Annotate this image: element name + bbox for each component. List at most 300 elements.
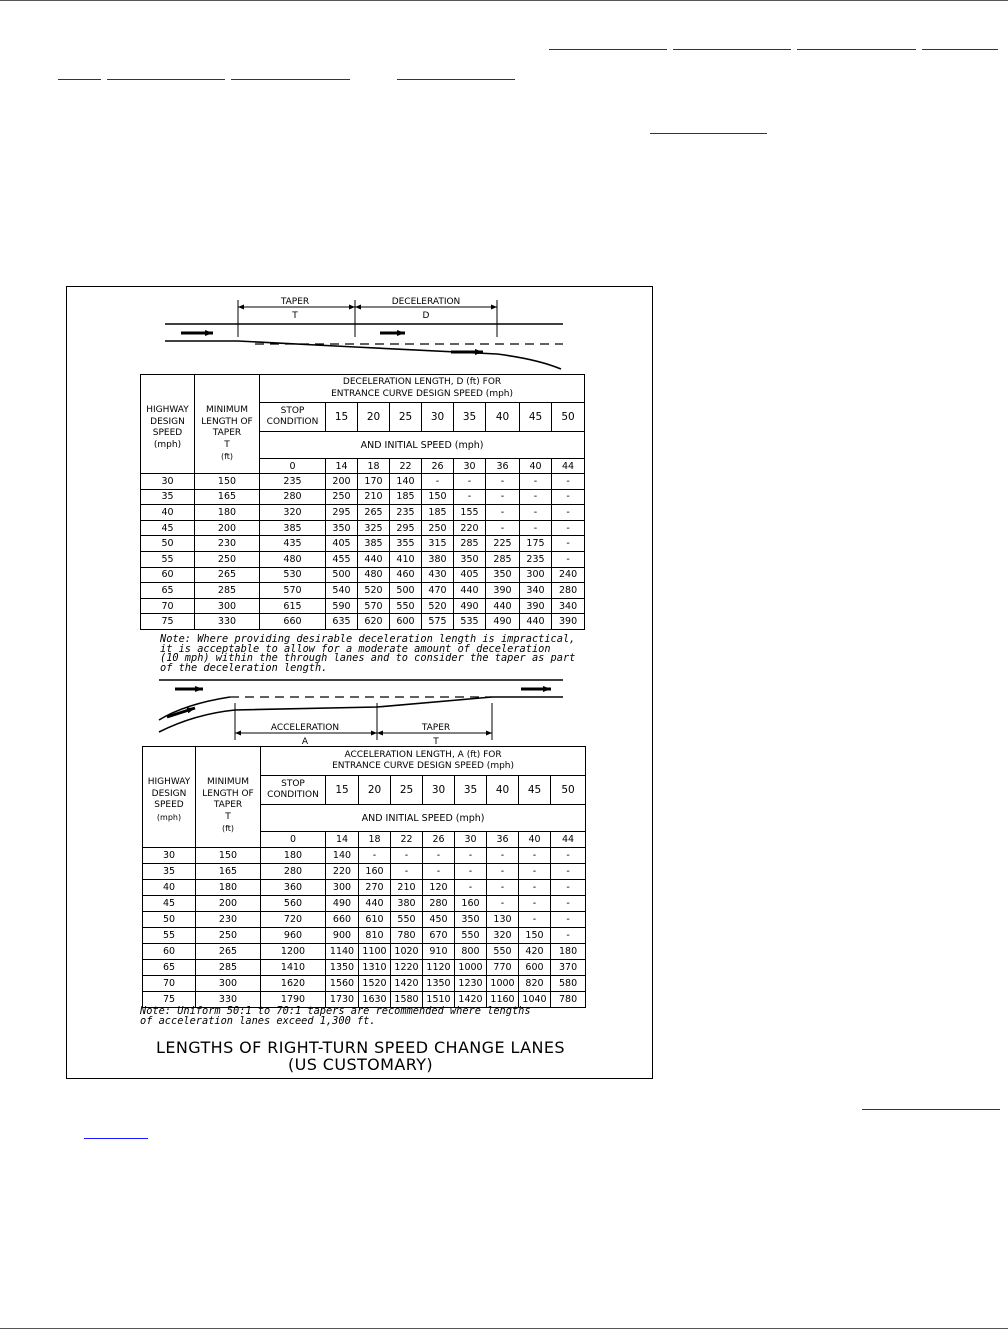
highway-design-speed-header: HIGHWAY DESIGN SPEED (mph) <box>143 747 196 848</box>
table-cell: 500 <box>326 567 358 583</box>
stop-condition-header: STOP CONDITION <box>261 776 326 805</box>
table-cell: 600 <box>519 960 551 976</box>
table-cell: 140 <box>390 474 422 490</box>
table-cell: 350 <box>486 567 520 583</box>
table-cell: 420 <box>519 944 551 960</box>
table-cell: - <box>423 864 455 880</box>
table-cell: 180 <box>196 880 261 896</box>
table-cell: 165 <box>195 489 260 505</box>
deceleration-length-title: DECELERATION LENGTH, D (ft) FOR ENTRANCE CURVE DESIGN SPEED (mph) <box>260 375 585 403</box>
table-cell: - <box>359 848 391 864</box>
hyperlink-underline[interactable] <box>922 49 998 50</box>
table-cell: 280 <box>261 864 326 880</box>
table-cell: 660 <box>260 614 326 630</box>
table-cell: 960 <box>261 928 326 944</box>
table-cell: 295 <box>390 520 422 536</box>
table-cell: 340 <box>520 583 552 599</box>
table-cell: 600 <box>390 614 422 630</box>
table-cell: 900 <box>326 928 359 944</box>
stop-condition-header: STOP CONDITION <box>260 403 326 432</box>
table-cell: 620 <box>358 614 390 630</box>
table-cell: - <box>551 928 586 944</box>
table-cell: 670 <box>423 928 455 944</box>
hyperlink-underline[interactable] <box>549 49 667 50</box>
table-cell: 300 <box>195 598 260 614</box>
table-cell: - <box>519 912 551 928</box>
table-cell: 330 <box>195 614 260 630</box>
table-cell: 50 <box>143 912 196 928</box>
table-cell: - <box>520 520 552 536</box>
table-row <box>143 896 586 912</box>
table-cell: 580 <box>551 976 586 992</box>
hyperlink-underline[interactable] <box>397 79 515 80</box>
initial-speed-cell: 14 <box>326 459 358 474</box>
table-row <box>143 848 586 864</box>
table-cell: 1230 <box>455 976 487 992</box>
table-cell: 490 <box>454 598 486 614</box>
table-cell: - <box>486 520 520 536</box>
table-cell: 155 <box>454 505 486 521</box>
initial-speed-cell: 40 <box>520 459 552 474</box>
table-cell: 285 <box>454 536 486 552</box>
table-cell: 1040 <box>519 992 551 1008</box>
table-cell: 235 <box>390 505 422 521</box>
table-cell: 1350 <box>326 960 359 976</box>
table-cell: 560 <box>261 896 326 912</box>
table-cell: 390 <box>552 614 585 630</box>
table-cell: - <box>487 880 519 896</box>
table-cell: 1630 <box>359 992 391 1008</box>
table-cell: - <box>486 505 520 521</box>
table-cell: 60 <box>141 567 195 583</box>
curve-speed-header: 35 <box>455 776 487 805</box>
table-cell: 265 <box>358 505 390 521</box>
table-cell: 200 <box>195 520 260 536</box>
table-cell: 55 <box>143 928 196 944</box>
table-cell: 280 <box>552 583 585 599</box>
table-cell: 280 <box>423 896 455 912</box>
initial-speed-cell: 22 <box>391 832 423 848</box>
table-cell: 800 <box>455 944 487 960</box>
table-cell: 1220 <box>391 960 423 976</box>
table-cell: 1100 <box>359 944 391 960</box>
table-cell: 540 <box>326 583 358 599</box>
table-cell: 285 <box>195 583 260 599</box>
table-cell: - <box>391 848 423 864</box>
table-row <box>141 567 585 583</box>
initial-speed-header: AND INITIAL SPEED (mph) <box>261 805 586 832</box>
table-cell: 235 <box>260 474 326 490</box>
table-cell: 295 <box>326 505 358 521</box>
table-cell: 590 <box>326 598 358 614</box>
table-cell: 320 <box>260 505 326 521</box>
table-cell: 550 <box>390 598 422 614</box>
table-cell: 75 <box>143 992 196 1008</box>
table-cell: 410 <box>390 551 422 567</box>
table-cell: - <box>552 474 585 490</box>
table-cell: 35 <box>143 864 196 880</box>
curve-speed-header: 30 <box>422 403 454 432</box>
hyperlink-underline[interactable] <box>862 1109 1000 1110</box>
bottom-rule <box>0 1328 1008 1329</box>
table-cell: 720 <box>261 912 326 928</box>
table-cell: 360 <box>261 880 326 896</box>
table-cell: 1420 <box>455 992 487 1008</box>
acceleration-label: ACCELERATION <box>270 723 340 733</box>
table-cell: 440 <box>358 551 390 567</box>
table-cell: - <box>552 505 585 521</box>
table-cell: 150 <box>195 474 260 490</box>
table-cell: 1520 <box>359 976 391 992</box>
table-cell: 370 <box>551 960 586 976</box>
table-cell: 225 <box>486 536 520 552</box>
curve-speed-header: 30 <box>423 776 455 805</box>
table-cell: 535 <box>454 614 486 630</box>
table-cell: 70 <box>143 976 196 992</box>
initial-speed-cell: 36 <box>486 459 520 474</box>
table-cell: 250 <box>196 928 261 944</box>
table-cell: 280 <box>260 489 326 505</box>
table-cell: 45 <box>141 520 195 536</box>
table-cell: 550 <box>487 944 519 960</box>
table-row <box>143 928 586 944</box>
table-cell: 45 <box>143 896 196 912</box>
initial-speed-cell: 18 <box>358 459 390 474</box>
table-cell: - <box>520 474 552 490</box>
curve-speed-header: 25 <box>391 776 423 805</box>
table-cell: 210 <box>391 880 423 896</box>
taper-symbol: T <box>433 737 439 747</box>
table-cell: 130 <box>487 912 519 928</box>
table-cell: 575 <box>422 614 454 630</box>
table-cell: 1350 <box>423 976 455 992</box>
curve-speed-header: 40 <box>486 403 520 432</box>
table-row <box>141 598 585 614</box>
table-cell: - <box>487 896 519 912</box>
table-cell: 120 <box>423 880 455 896</box>
acceleration-length-title: ACCELERATION LENGTH, A (ft) FOR ENTRANCE CURVE DESIGN SPEED (mph) <box>261 747 586 776</box>
table-cell: 390 <box>486 583 520 599</box>
table-cell: 75 <box>141 614 195 630</box>
deceleration-lane-diagram <box>67 287 654 377</box>
curve-speed-header: 15 <box>326 776 359 805</box>
curve-speed-header: 45 <box>520 403 552 432</box>
initial-speed-cell: 30 <box>454 459 486 474</box>
table-row <box>143 880 586 896</box>
table-cell: 405 <box>326 536 358 552</box>
table-cell: 170 <box>358 474 390 490</box>
acceleration-symbol: A <box>301 737 309 747</box>
table-cell: 820 <box>519 976 551 992</box>
table-cell: 315 <box>422 536 454 552</box>
table-cell: 1790 <box>261 992 326 1008</box>
table-cell: 1140 <box>326 944 359 960</box>
table-cell: 150 <box>196 848 261 864</box>
table-row <box>143 976 586 992</box>
table-row <box>141 614 585 630</box>
table-cell: 1000 <box>487 976 519 992</box>
table-cell: 380 <box>422 551 454 567</box>
table-cell: 520 <box>422 598 454 614</box>
acceleration-table-body <box>143 747 586 1008</box>
table-cell: 350 <box>326 520 358 536</box>
table-cell: 235 <box>520 551 552 567</box>
initial-speed-cell: 26 <box>422 459 454 474</box>
highway-design-speed-header: HIGHWAY DESIGN SPEED (mph) <box>141 375 195 474</box>
table-cell: - <box>486 474 520 490</box>
table-cell: 175 <box>520 536 552 552</box>
curve-speed-header: 45 <box>519 776 551 805</box>
table-cell: 1310 <box>359 960 391 976</box>
table-row <box>143 864 586 880</box>
figure-title: LENGTHS OF RIGHT-TURN SPEED CHANGE LANES <box>156 1038 565 1057</box>
table-cell: - <box>519 848 551 864</box>
table-cell: 230 <box>195 536 260 552</box>
table-cell: - <box>487 864 519 880</box>
initial-speed-cell: 40 <box>519 832 551 848</box>
curve-speed-header: 50 <box>551 776 586 805</box>
table-cell: 210 <box>358 489 390 505</box>
table-cell: 265 <box>195 567 260 583</box>
table-cell: 810 <box>359 928 391 944</box>
table-cell: 220 <box>454 520 486 536</box>
table-cell: - <box>519 864 551 880</box>
curve-speed-header: 35 <box>454 403 486 432</box>
table-cell: - <box>520 505 552 521</box>
table-cell: 40 <box>141 505 195 521</box>
table-cell: - <box>552 551 585 567</box>
deceleration-length-table <box>140 374 585 630</box>
curve-speed-header: 25 <box>390 403 422 432</box>
table-cell: 265 <box>196 944 261 960</box>
initial-speed-header: AND INITIAL SPEED (mph) <box>260 432 585 459</box>
table-cell: - <box>455 880 487 896</box>
table-row <box>141 489 585 505</box>
table-cell: 635 <box>326 614 358 630</box>
table-cell: 300 <box>196 976 261 992</box>
table-cell: 165 <box>196 864 261 880</box>
hyperlink-underline[interactable] <box>58 79 101 80</box>
table-cell: 385 <box>260 520 326 536</box>
table-cell: 65 <box>141 583 195 599</box>
table-cell: 1420 <box>391 976 423 992</box>
table-cell: 185 <box>390 489 422 505</box>
hyperlink-underline[interactable] <box>650 133 767 134</box>
table-cell: 185 <box>422 505 454 521</box>
table-cell: 480 <box>358 567 390 583</box>
curve-speed-header: 15 <box>326 403 358 432</box>
table-cell: 480 <box>260 551 326 567</box>
table-cell: 520 <box>358 583 390 599</box>
taper-symbol: T <box>292 311 298 321</box>
table-cell: 140 <box>326 848 359 864</box>
table-row <box>141 505 585 521</box>
initial-speed-cell: 0 <box>260 459 326 474</box>
initial-speed-cell: 36 <box>487 832 519 848</box>
table-cell: - <box>520 489 552 505</box>
table-cell: 180 <box>261 848 326 864</box>
minimum-taper-length-header: MINIMUM LENGTH OF TAPER T (ft) <box>195 375 260 474</box>
table-cell: - <box>454 489 486 505</box>
table-cell: - <box>552 520 585 536</box>
table-cell: 430 <box>422 567 454 583</box>
table-row <box>141 474 585 490</box>
table-cell: - <box>391 864 423 880</box>
table-cell: 180 <box>195 505 260 521</box>
table-cell: 250 <box>422 520 454 536</box>
table-cell: 570 <box>358 598 390 614</box>
table-cell: 780 <box>551 992 586 1008</box>
table-cell: 330 <box>196 992 261 1008</box>
acceleration-length-table <box>142 746 586 1008</box>
table-cell: - <box>551 912 586 928</box>
table-cell: 200 <box>196 896 261 912</box>
curve-speed-header: 40 <box>487 776 519 805</box>
table-cell: 60 <box>143 944 196 960</box>
table-cell: 490 <box>326 896 359 912</box>
table-cell: 230 <box>196 912 261 928</box>
table-cell: 405 <box>454 567 486 583</box>
table-cell: 65 <box>143 960 196 976</box>
hyperlink-underline[interactable] <box>673 49 791 50</box>
table-cell: 300 <box>520 567 552 583</box>
table-cell: 350 <box>455 912 487 928</box>
table-cell: 550 <box>391 912 423 928</box>
table-cell: 770 <box>487 960 519 976</box>
table-cell: - <box>551 896 586 912</box>
table-row <box>141 551 585 567</box>
speed-change-lanes-figure <box>66 286 653 1079</box>
table-cell: 460 <box>390 567 422 583</box>
table-cell: 50 <box>141 536 195 552</box>
hyperlink-underline[interactable] <box>797 49 916 50</box>
deceleration-table-body <box>141 375 585 630</box>
table-cell: 150 <box>519 928 551 944</box>
table-cell: 240 <box>552 567 585 583</box>
table-cell: 30 <box>141 474 195 490</box>
table-cell: 530 <box>260 567 326 583</box>
table-cell: 440 <box>520 614 552 630</box>
table-cell: - <box>423 848 455 864</box>
table-cell: 285 <box>196 960 261 976</box>
initial-speed-cell: 14 <box>326 832 359 848</box>
table-cell: 1510 <box>423 992 455 1008</box>
table-cell: 160 <box>359 864 391 880</box>
deceleration-note: Note: Where providing desirable deceleration length is impractical, it is acceptable to allow for a moderate amount of deceleration (10 mph) within the through lanes and to consider the taper as part of the deceleration length. <box>160 633 576 674</box>
table-cell: - <box>455 848 487 864</box>
acceleration-note: Note: Uniform 50:1 to 70:1 tapers are recommended where lengths of acceleration lanes exceed 1,300 ft. <box>140 1005 531 1027</box>
hyperlink-underline[interactable] <box>231 79 350 80</box>
top-rule <box>0 0 1008 1</box>
table-row <box>141 536 585 552</box>
table-cell: 70 <box>141 598 195 614</box>
table-row <box>141 583 585 599</box>
table-cell: 325 <box>358 520 390 536</box>
table-cell: 1560 <box>326 976 359 992</box>
initial-speed-cell: 26 <box>423 832 455 848</box>
table-cell: 1580 <box>391 992 423 1008</box>
table-cell: 780 <box>391 928 423 944</box>
deceleration-symbol: D <box>422 311 430 321</box>
table-row <box>143 912 586 928</box>
table-cell: 1120 <box>423 960 455 976</box>
table-cell: 455 <box>326 551 358 567</box>
initial-speed-cell: 0 <box>261 832 326 848</box>
table-cell: 440 <box>359 896 391 912</box>
table-cell: 1020 <box>391 944 423 960</box>
table-cell: 30 <box>143 848 196 864</box>
table-cell: 570 <box>260 583 326 599</box>
table-cell: 500 <box>390 583 422 599</box>
figure-subtitle: (US CUSTOMARY) <box>287 1055 434 1074</box>
initial-speed-cell: 22 <box>390 459 422 474</box>
table-cell: 910 <box>423 944 455 960</box>
taper-label: TAPER <box>421 723 451 733</box>
table-cell: 250 <box>326 489 358 505</box>
table-cell: - <box>486 489 520 505</box>
table-cell: - <box>487 848 519 864</box>
table-cell: - <box>551 880 586 896</box>
curve-speed-header: 20 <box>359 776 391 805</box>
table-row <box>143 944 586 960</box>
table-cell: 320 <box>487 928 519 944</box>
table-cell: 615 <box>260 598 326 614</box>
deceleration-label: DECELERATION <box>391 297 461 307</box>
table-cell: 440 <box>486 598 520 614</box>
table-cell: - <box>455 864 487 880</box>
table-cell: 1160 <box>487 992 519 1008</box>
table-cell: 1200 <box>261 944 326 960</box>
table-cell: - <box>551 848 586 864</box>
initial-speed-cell: 44 <box>552 459 585 474</box>
hyperlink-underline[interactable] <box>84 1138 148 1139</box>
curve-speed-header: 20 <box>358 403 390 432</box>
table-cell: - <box>552 536 585 552</box>
table-row <box>141 520 585 536</box>
table-cell: - <box>422 474 454 490</box>
table-cell: 350 <box>454 551 486 567</box>
table-cell: 55 <box>141 551 195 567</box>
table-cell: 1000 <box>455 960 487 976</box>
table-cell: 285 <box>486 551 520 567</box>
table-cell: 1410 <box>261 960 326 976</box>
table-cell: - <box>519 896 551 912</box>
initial-speed-cell: 18 <box>359 832 391 848</box>
table-cell: 355 <box>390 536 422 552</box>
table-cell: 250 <box>195 551 260 567</box>
table-cell: 340 <box>552 598 585 614</box>
minimum-taper-length-header: MINIMUM LENGTH OF TAPER T (ft) <box>196 747 261 848</box>
table-cell: 1620 <box>261 976 326 992</box>
table-cell: 270 <box>359 880 391 896</box>
table-cell: - <box>552 489 585 505</box>
table-cell: 660 <box>326 912 359 928</box>
table-cell: 150 <box>422 489 454 505</box>
table-cell: 440 <box>454 583 486 599</box>
initial-speed-cell: 44 <box>551 832 586 848</box>
table-cell: 1730 <box>326 992 359 1008</box>
table-cell: 220 <box>326 864 359 880</box>
table-cell: - <box>454 474 486 490</box>
table-cell: 450 <box>423 912 455 928</box>
table-cell: 380 <box>391 896 423 912</box>
table-cell: 300 <box>326 880 359 896</box>
table-cell: - <box>551 864 586 880</box>
table-cell: 435 <box>260 536 326 552</box>
table-cell: 470 <box>422 583 454 599</box>
hyperlink-underline[interactable] <box>107 79 225 80</box>
table-cell: 40 <box>143 880 196 896</box>
